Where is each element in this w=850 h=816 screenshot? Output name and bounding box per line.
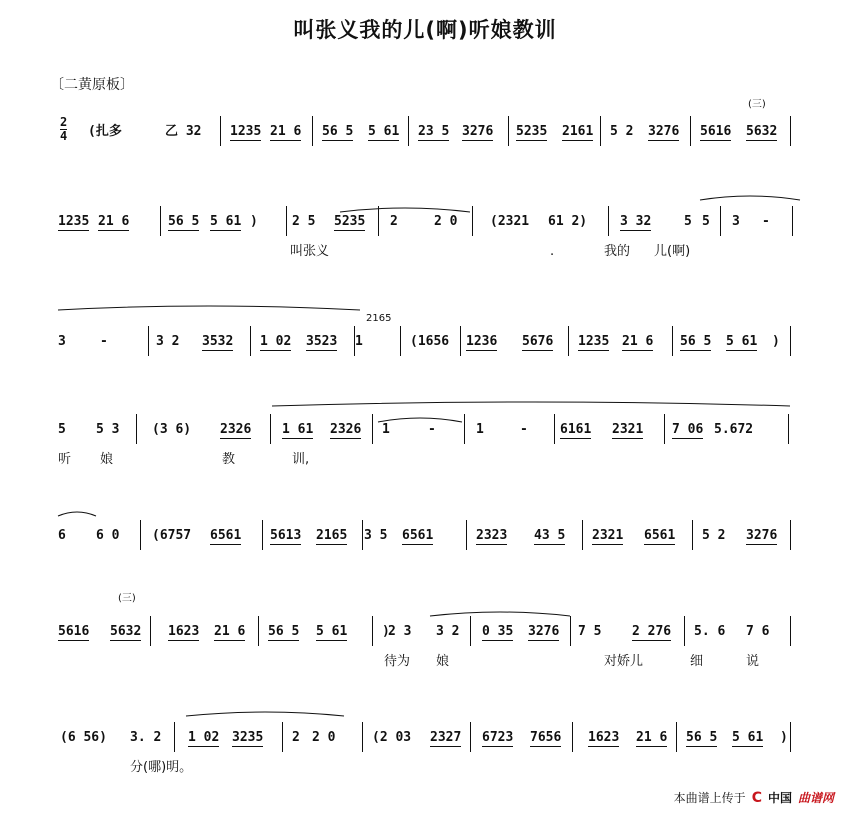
site-name: 中国	[767, 791, 792, 805]
note-group: 3	[732, 214, 740, 229]
footer-prefix: 本曲谱上传于	[673, 791, 746, 805]
note-group: 5632	[110, 624, 142, 639]
time-signature-top: 2	[60, 115, 68, 129]
note-group: 1623	[168, 624, 200, 639]
note-group: 56 5	[322, 124, 354, 139]
note-group: )	[780, 730, 788, 745]
site-brand: 曲谱网	[797, 791, 834, 805]
note-group: 6561	[644, 528, 676, 543]
note-group: 2321	[592, 528, 624, 543]
slur	[58, 306, 360, 310]
note-group: 2	[390, 214, 398, 229]
lyric-text: 娘	[436, 654, 450, 669]
note-group: 5616	[700, 124, 732, 139]
note-group: 5 2	[702, 528, 726, 543]
note-group: )	[250, 214, 258, 229]
note-group: 56 5	[680, 334, 712, 349]
lyric-text: 儿(啊)	[654, 244, 691, 259]
note-group: 5 2	[610, 124, 634, 139]
note-group: -	[762, 214, 770, 229]
note-group: -	[520, 422, 528, 437]
note-group: 6723	[482, 730, 514, 745]
note-group: (6757	[152, 528, 192, 543]
slur-lines	[0, 322, 850, 362]
note-group: 7 5	[578, 624, 602, 639]
slur	[58, 512, 96, 516]
note-group: -	[100, 334, 108, 349]
note-group: 6 0	[96, 528, 120, 543]
note-group: 5	[58, 422, 66, 437]
lyric-text: .	[550, 244, 555, 259]
lyric-text: 叫张义	[290, 244, 330, 259]
note-group: )	[382, 624, 390, 639]
note-group: 6561	[210, 528, 242, 543]
slur-lines	[0, 516, 850, 556]
note-group: 7 06	[672, 422, 704, 437]
note-group: 56 5	[268, 624, 300, 639]
note-group: 3. 2	[130, 730, 162, 745]
note-group: 6561	[402, 528, 434, 543]
note-group: 6161	[560, 422, 592, 437]
note-group: 3276	[746, 528, 778, 543]
note-group: 5 61	[368, 124, 400, 139]
lyric-text: 教	[222, 452, 236, 467]
slur-lines	[0, 112, 850, 152]
slur-lines	[0, 612, 850, 652]
note-group: 5613	[270, 528, 302, 543]
note-group: 3276	[462, 124, 494, 139]
note-group: 1 61	[282, 422, 314, 437]
note-group: 5	[702, 214, 710, 229]
lyric-text: 听	[58, 452, 72, 467]
note-group: 56 5	[686, 730, 718, 745]
note-group: 2 0	[312, 730, 336, 745]
note-group: 61 2)	[548, 214, 588, 229]
lyric-text: 说	[746, 654, 760, 669]
mode-label: 〔二黄原板〕	[50, 77, 134, 93]
note-group: 21 6	[270, 124, 302, 139]
annotation-mark: (三)	[118, 593, 136, 604]
note-group: 3523	[306, 334, 338, 349]
note-group: 2161	[562, 124, 594, 139]
note-group: 5616	[58, 624, 90, 639]
lyric-text: 我的	[604, 244, 631, 259]
site-logo-icon: C	[751, 789, 762, 806]
note-group: 5.672	[714, 422, 754, 437]
slur-lines	[0, 718, 850, 758]
time-signature	[60, 116, 67, 143]
note-group: 2 3	[388, 624, 412, 639]
slur-lines	[0, 410, 850, 450]
note-group: (扎多	[88, 124, 122, 139]
note-group: 3 32	[620, 214, 652, 229]
lyric-text: 训,	[292, 452, 310, 467]
note-group: 5 61	[732, 730, 764, 745]
note-group: 21 6	[622, 334, 654, 349]
note-group: 2 0	[434, 214, 458, 229]
note-group: 3	[58, 334, 66, 349]
note-group: 1235	[578, 334, 610, 349]
slur-lines	[0, 202, 850, 242]
note-group: 5 61	[210, 214, 242, 229]
note-group: 3276	[528, 624, 560, 639]
note-group: 1 02	[188, 730, 220, 745]
slur	[340, 208, 470, 212]
note-group: 1	[355, 334, 363, 349]
note-group: 2	[292, 730, 300, 745]
lyric-text: 待为	[384, 654, 411, 669]
note-group: 0 35	[482, 624, 514, 639]
note-group: 2 5	[292, 214, 316, 229]
note-group: 3276	[648, 124, 680, 139]
note-group: 3 5	[364, 528, 388, 543]
note-group: 21 6	[636, 730, 668, 745]
note-group: 5. 6	[694, 624, 726, 639]
note-group: 21 6	[98, 214, 130, 229]
note-group: )	[772, 334, 780, 349]
note-group: 7 6	[746, 624, 770, 639]
note-group: 2326	[220, 422, 252, 437]
note-group: 2326	[330, 422, 362, 437]
note-group: (1656	[410, 334, 450, 349]
note-group: 5235	[334, 214, 366, 229]
note-group: 6	[58, 528, 66, 543]
slur	[272, 402, 790, 406]
annotation-mark: 2165	[366, 313, 392, 324]
note-group: 1	[382, 422, 390, 437]
slur	[378, 418, 462, 422]
note-group: 23 5	[418, 124, 450, 139]
note-group: 5676	[522, 334, 554, 349]
page-title: 叫张义我的儿(啊)听娘教训	[293, 18, 557, 42]
note-group: 3 2	[436, 624, 460, 639]
time-signature-bottom: 4	[60, 129, 68, 143]
annotation-mark: (三)	[748, 99, 766, 110]
note-group: 3235	[232, 730, 264, 745]
note-group: 2327	[430, 730, 462, 745]
note-group: (2321	[490, 214, 530, 229]
note-group: 5235	[516, 124, 548, 139]
note-group: 21 6	[214, 624, 246, 639]
note-group: 5 61	[726, 334, 758, 349]
note-group: 3 2	[156, 334, 180, 349]
note-group: 5	[684, 214, 692, 229]
note-group: 56 5	[168, 214, 200, 229]
lyric-text: 分(哪)明。	[130, 760, 193, 775]
slur	[430, 612, 570, 616]
note-group: 1235	[230, 124, 262, 139]
note-group: 43 5	[534, 528, 566, 543]
note-group: 1 02	[260, 334, 292, 349]
note-group: 1623	[588, 730, 620, 745]
note-group: 2321	[612, 422, 644, 437]
lyric-text: 细	[690, 654, 704, 669]
note-group: (2 03	[372, 730, 412, 745]
note-group: 3532	[202, 334, 234, 349]
note-group: 5632	[746, 124, 778, 139]
footer	[674, 789, 834, 806]
note-group: (3 6)	[152, 422, 192, 437]
note-group: 2165	[316, 528, 348, 543]
note-group: (6 56)	[60, 730, 107, 745]
note-group: 2 276	[632, 624, 672, 639]
note-group: 1	[476, 422, 484, 437]
note-group: 1235	[58, 214, 90, 229]
note-group: 7656	[530, 730, 562, 745]
note-group: -	[428, 422, 436, 437]
lyric-text: 娘	[100, 452, 114, 467]
note-group: 乙 32	[165, 124, 202, 139]
note-group: 1236	[466, 334, 498, 349]
note-group: 2323	[476, 528, 508, 543]
slur	[700, 196, 800, 200]
slur	[186, 712, 344, 716]
lyric-text: 对娇儿	[604, 654, 644, 669]
note-group: 5 61	[316, 624, 348, 639]
note-group: 5 3	[96, 422, 120, 437]
